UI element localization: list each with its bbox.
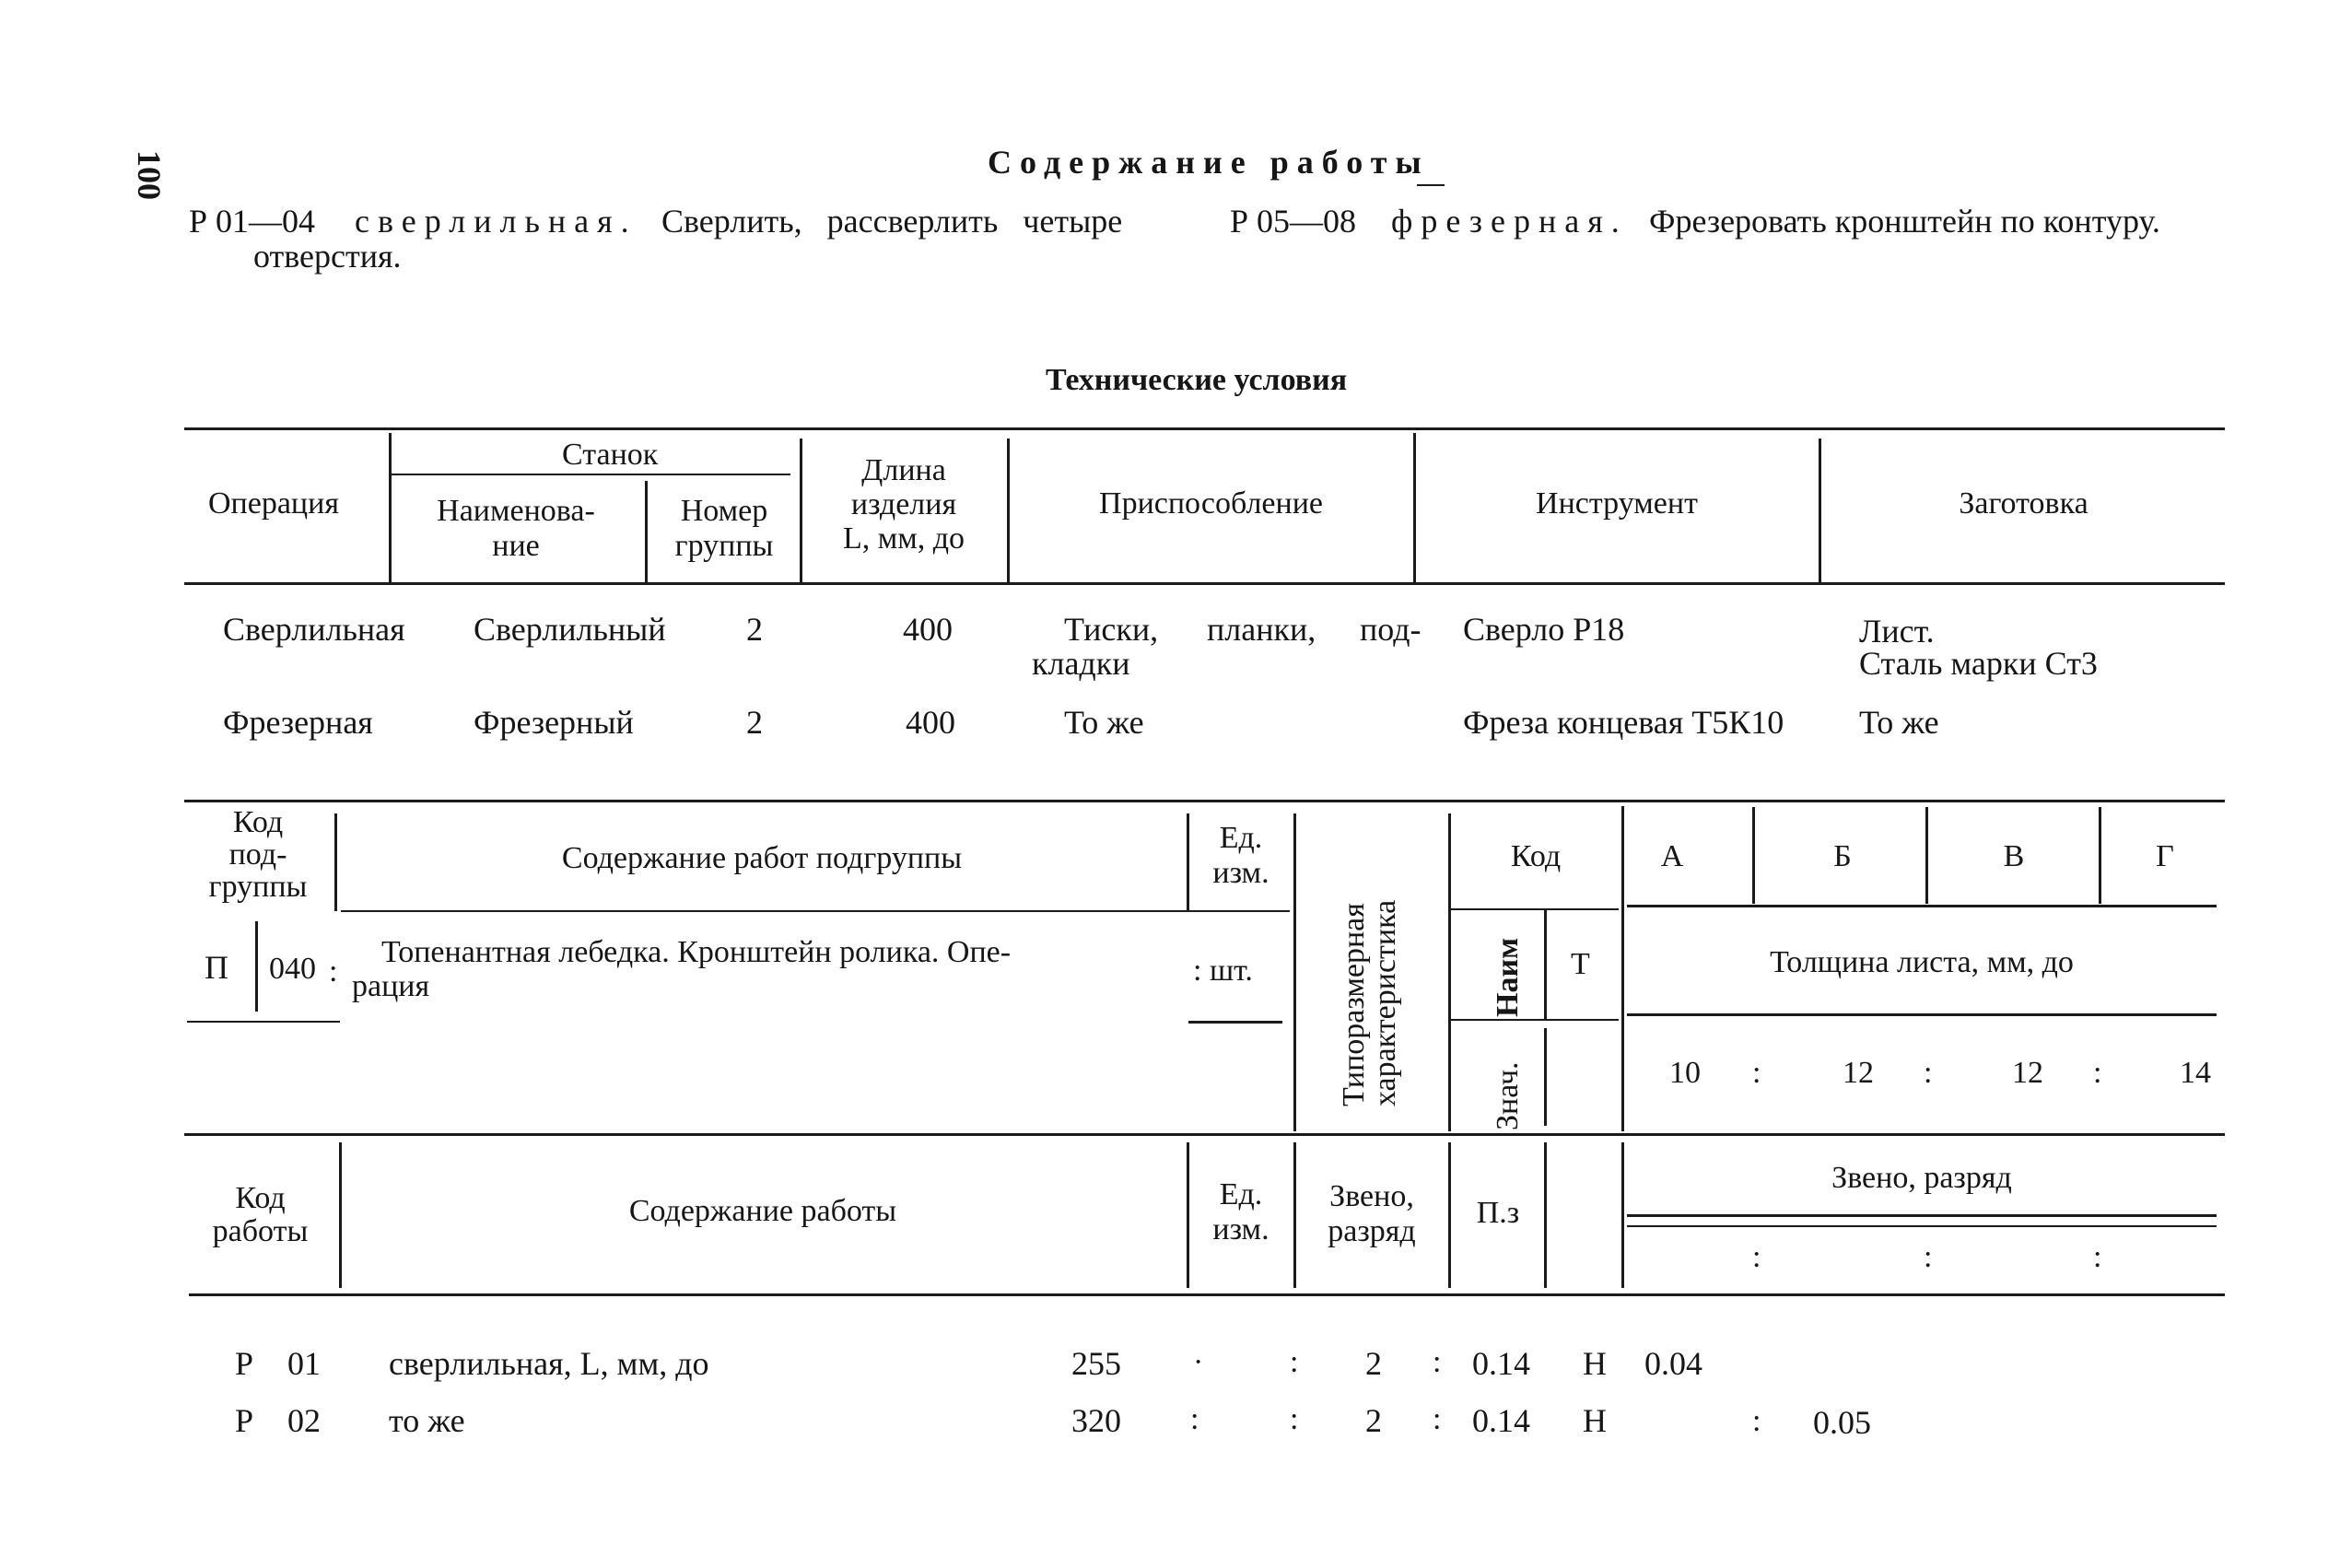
- t1-r2-tool: Фреза концевая Т5К10: [1463, 704, 1784, 741]
- t2-code-num: 040: [269, 952, 316, 986]
- t1-r2-blank: То же: [1859, 704, 1939, 741]
- t3-bottom-rule: [189, 1293, 2225, 1296]
- t2-t: Т: [1571, 947, 1590, 981]
- t2-v-a: [1752, 807, 1755, 904]
- w2-text: то же: [389, 1402, 465, 1439]
- t2-code-letter: П: [205, 949, 228, 986]
- t2-v-kod-r: [1621, 806, 1624, 1131]
- t1-r2-machine: Фрезерный: [474, 704, 634, 741]
- t2-v-type-l: [1293, 813, 1296, 1131]
- t2-h-type-2: характеристика: [1368, 899, 1402, 1106]
- t2-h-type-1: Типоразмерная: [1337, 903, 1371, 1106]
- page-number: 100: [131, 150, 168, 200]
- t3-v-pz: [1544, 1142, 1547, 1288]
- t1-h-blank: Заготовка: [1959, 486, 2088, 521]
- t2-val-a: 10: [1669, 1056, 1701, 1090]
- t1-vline-4: [1007, 439, 1010, 582]
- t1-r2-fixture: То же: [1064, 704, 1144, 741]
- t2-h-code-2: под-: [228, 837, 287, 872]
- t3-v-content: [1187, 1142, 1189, 1288]
- t2-h-unit-2: изм.: [1212, 856, 1269, 890]
- t3-h-content: Содержание работы: [628, 1194, 897, 1228]
- w1-a: 0.04: [1644, 1345, 1702, 1382]
- t1-r1-tool: Сверло Р18: [1463, 611, 1625, 648]
- t3-v-link: [1448, 1142, 1451, 1288]
- t1-r1-length: 400: [903, 611, 953, 648]
- t2-h-code-1: Код: [232, 805, 284, 839]
- w2-n: Н: [1583, 1402, 1607, 1439]
- t2-h-col-b: Б: [1833, 839, 1852, 873]
- t1-r1-blank-2: Сталь марки Ст3: [1859, 645, 2098, 682]
- t2-sep-2: :: [1924, 1056, 1933, 1090]
- t2-h-kod: Код: [1510, 839, 1562, 873]
- w1-text: сверлильная, L, мм, до: [389, 1345, 709, 1382]
- title-underline-mark: [1417, 184, 1445, 186]
- t1-r2-length: 400: [906, 704, 955, 741]
- t1-h-machine-name-1: Наименова-: [437, 494, 595, 528]
- w1-sep-a: ·: [1193, 1345, 1204, 1379]
- w2-sep-c: :: [1433, 1402, 1442, 1436]
- t2-h-kod-rule: [1451, 908, 1619, 910]
- t3-h-sep-2: :: [1924, 1240, 1933, 1274]
- t3-h-sep-1: :: [1752, 1240, 1761, 1274]
- t2-v-code: [334, 813, 337, 911]
- t2-v-content: [1187, 813, 1189, 911]
- w2-link: 2: [1365, 1402, 1382, 1439]
- w1-pz: 0.14: [1472, 1345, 1530, 1382]
- t3-v-unit: [1293, 1142, 1296, 1288]
- t1-h-fixture: Приспособление: [1099, 486, 1323, 521]
- t2-h-content-rule: [341, 910, 1290, 912]
- t1-r1-fixture-1: Тиски,: [1064, 611, 1159, 648]
- w2-sep-b: :: [1290, 1402, 1299, 1436]
- t1-machine-subrule: [392, 474, 790, 475]
- t3-h-link-2: разряд: [1328, 1214, 1416, 1248]
- t2-h-param-rule: [1627, 1013, 2217, 1016]
- t1-r1-blank-1: Лист.: [1859, 613, 1935, 649]
- t2-v-c: [2099, 807, 2101, 904]
- w2-sep-a: :: [1190, 1402, 1199, 1436]
- t2-sep-3: :: [2093, 1056, 2102, 1090]
- t2-v-type-r: [1448, 813, 1451, 1131]
- t2-h-col-a: А: [1660, 839, 1684, 873]
- t1-h-operation: Операция: [208, 486, 339, 521]
- w2-pz: 0.14: [1472, 1402, 1530, 1439]
- w2-b: 0.05: [1813, 1404, 1871, 1441]
- t2-h-col-c: В: [2003, 839, 2025, 873]
- t2-sep-1: :: [1752, 1056, 1761, 1090]
- t2-h-code-under: [187, 1021, 340, 1023]
- t3-h-code-1: Код: [235, 1181, 286, 1215]
- t2-h-code-3: группы: [208, 870, 308, 904]
- w1-sep-b: :: [1290, 1345, 1299, 1379]
- t2-h-unit-1: Ед.: [1219, 821, 1263, 855]
- t1-r1-fixture-3: под-: [1360, 611, 1422, 648]
- t1-h-length-1: Длина: [861, 453, 946, 487]
- w2-val: 320: [1071, 1402, 1121, 1439]
- t1-r2-group: 2: [746, 704, 763, 741]
- t3-v-pz2: [1621, 1142, 1624, 1288]
- t1-vline-2: [645, 481, 648, 582]
- work-left-code: Р 01—04: [189, 203, 316, 240]
- w2-sep-d: :: [1752, 1404, 1761, 1438]
- t1-r1-machine: Сверлильный: [474, 611, 666, 648]
- t2-val-c: 12: [2012, 1056, 2043, 1090]
- t1-vline-3: [800, 439, 802, 582]
- t3-h-link-rule: [1627, 1214, 2217, 1217]
- t1-header-rule: [184, 582, 2225, 585]
- w1-sep-c: :: [1433, 1345, 1442, 1379]
- w2-p: Р: [235, 1402, 254, 1439]
- work-left-text: Сверлить, рассверлить четыре: [661, 203, 1123, 240]
- t2-content-1: Топенантная лебедка. Кронштейн ролика. Опе-: [381, 935, 1012, 969]
- t2-h-col-d: Г: [2156, 839, 2174, 873]
- t2-h-naim-rule: [1451, 1019, 1619, 1021]
- t1-r1-operation: Сверлильная: [223, 611, 405, 648]
- t3-h-unit-2: изм.: [1212, 1212, 1269, 1246]
- t1-h-tool: Инструмент: [1536, 486, 1698, 521]
- t1-vline-6: [1819, 439, 1821, 582]
- w1-n: Н: [1583, 1345, 1607, 1382]
- work-right-op: фрезерная.: [1391, 203, 1628, 240]
- t2-v-naim: [1544, 910, 1547, 1019]
- t1-r2-operation: Фрезерная: [223, 704, 373, 741]
- w2-num: 02: [287, 1402, 321, 1439]
- t2-v-znach: [1544, 1028, 1547, 1126]
- t1-h-group-2: группы: [674, 529, 774, 563]
- t1-r1-fixture-2: планки,: [1207, 611, 1316, 648]
- w1-val: 255: [1071, 1345, 1121, 1382]
- t2-bottom-rule: [184, 1133, 2225, 1136]
- t3-h-unit-1: Ед.: [1219, 1177, 1263, 1211]
- t3-h-sep-3: :: [2093, 1240, 2102, 1274]
- t1-h-length-3: L, мм, до: [842, 521, 965, 556]
- t2-content-2: рация: [352, 969, 430, 1003]
- tech-conditions-title: Технические условия: [1046, 363, 1348, 397]
- t1-r1-fixture-4: кладки: [1032, 645, 1130, 682]
- work-left-op: сверлильная.: [355, 203, 638, 240]
- t2-h-cols-rule: [1627, 905, 2217, 907]
- t3-h-pz: П.з: [1476, 1196, 1520, 1230]
- w1-num: 01: [287, 1345, 321, 1382]
- t2-param: Толщина листа, мм, до: [1770, 945, 2074, 979]
- t2-naim: Наим: [1491, 937, 1525, 1017]
- t1-top-rule: [184, 427, 2225, 430]
- w1-link: 2: [1365, 1345, 1382, 1382]
- t1-h-length-2: изделия: [850, 487, 957, 521]
- t2-top-rule: [184, 800, 2225, 802]
- t2-h-unit-under: [1188, 1021, 1282, 1024]
- t1-h-machine-name-2: ние: [492, 529, 540, 563]
- t2-znach: Знач.: [1491, 1061, 1525, 1130]
- t2-val-b: 12: [1843, 1056, 1874, 1090]
- t3-h-code-2: работы: [212, 1214, 309, 1248]
- t1-h-group-1: Номер: [680, 494, 768, 528]
- work-left-text-2: отверстия.: [253, 238, 402, 275]
- w1-p: Р: [235, 1345, 254, 1382]
- t3-h-link-1: Звено,: [1329, 1179, 1414, 1213]
- t1-r1-group: 2: [746, 611, 763, 648]
- t2-unit: : шт.: [1193, 954, 1253, 988]
- work-right-text: Фрезеровать кронштейн по контуру.: [1649, 203, 2160, 240]
- work-right-code: Р 05—08: [1230, 203, 1357, 240]
- t2-v-code-num: [255, 921, 258, 1012]
- t2-h-content: Содержание работ подгруппы: [561, 841, 963, 875]
- t1-h-machine: Станок: [562, 438, 659, 472]
- t3-h-link-rule-2: [1627, 1225, 2217, 1227]
- t2-v-b: [1925, 807, 1928, 904]
- work-content-title: Содержание работы: [988, 144, 1430, 181]
- t2-val-d: 14: [2180, 1056, 2211, 1090]
- t3-h-link2: Звено, разряд: [1831, 1161, 2012, 1195]
- t2-code-colon: :: [329, 954, 338, 989]
- t1-vline-5: [1413, 433, 1416, 582]
- t3-v-code: [339, 1142, 342, 1288]
